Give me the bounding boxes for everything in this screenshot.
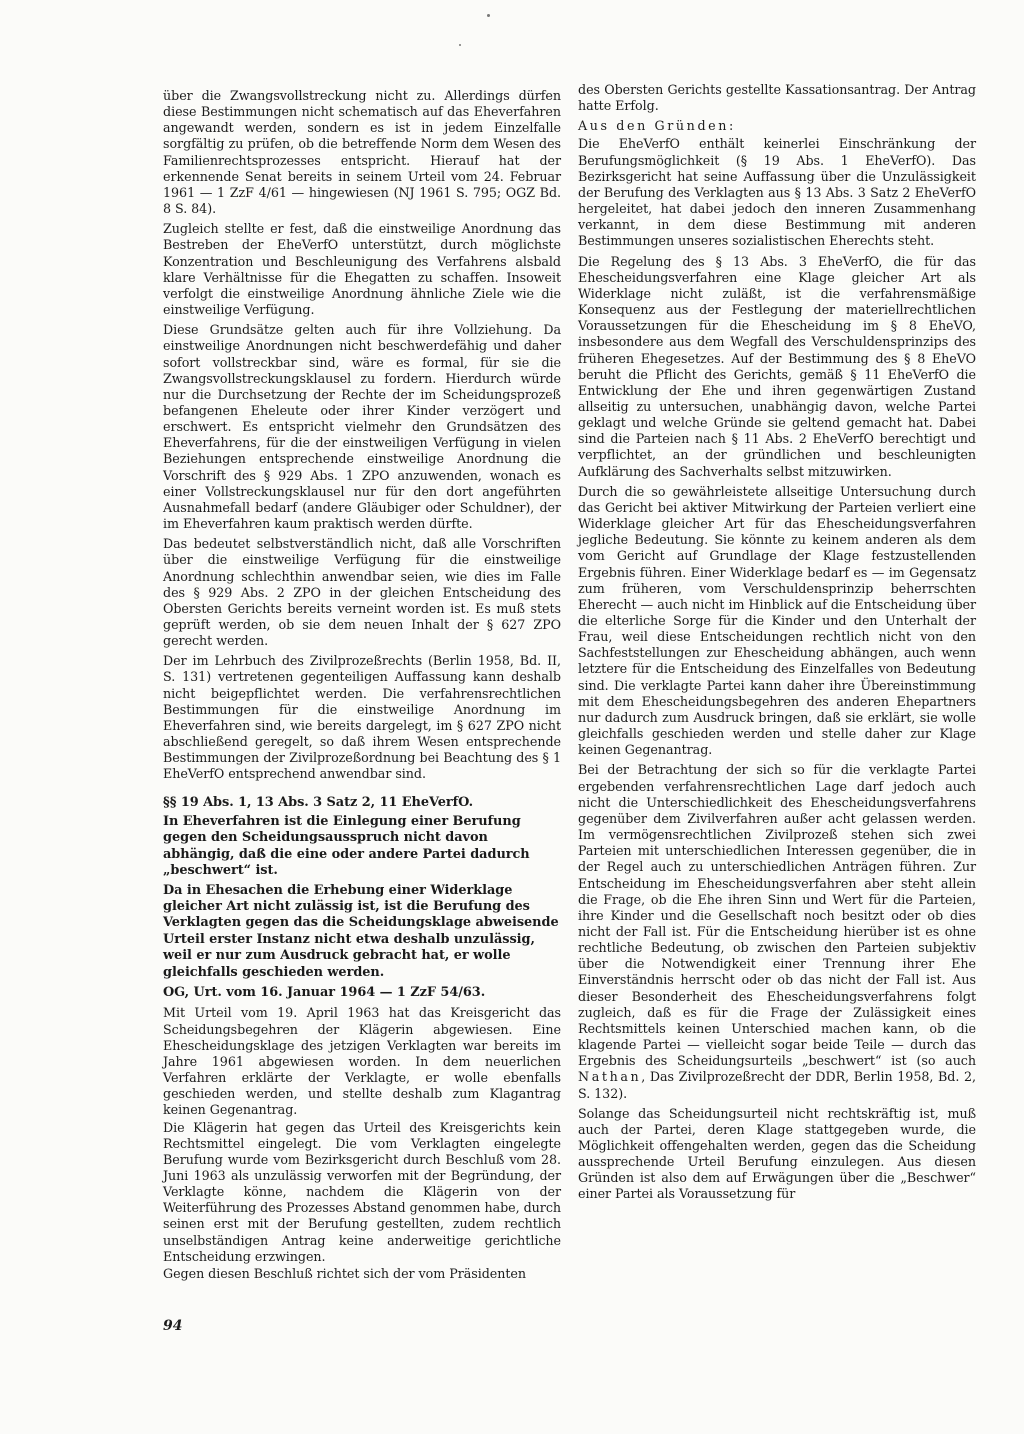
paragraph: Mit Urteil vom 19. April 1963 hat das Kreisgericht das Scheidungsbegehren der Klägerin abgewiesen. Eine Ehescheidungsklage des jetzigen Verklagten war bereits im Jahre 1961 abgewiesen worden. In dem neuerlichen Verfahren erklärte der Verklagte, er wolle ebenfalls geschieden werden, und stellte deshalb zum Klagantrag keinen Gegenantrag. [163, 1005, 561, 1118]
paragraph: Gegen diesen Beschluß richtet sich der vom Präsidenten [163, 1265, 526, 1281]
paragraph-text: Bei der Betrachtung der sich so für die verklagte Partei ergebenden verfahrensrechtlichen Lage darf jedoch auch nicht die Unterschiedlichkeit des Ehescheidungsverfahrens gegenüber dem Zivilverfahren außer acht gelassen werden. Im vermögensrechtlichen Zivilprozeß stehen sich zwei Parteien mit unterschiedlichen Interessen gegenüber, die in der Regel auch zu unterschiedlichen Anträgen führen. Zur Entscheidung im Ehescheidungsverfahren aber steht allein die Frage, ob die Ehe ihren Sinn und Wert für die Parteien, ihre Kinder und die Gesellschaft noch besitzt oder ob dies nicht der Fall ist. Für die Entscheidung hierüber ist es ohne rechtliche Bedeutung, ob zwischen den Parteien subjektiv über die Notwendigkeit einer Trennung ihrer Ehe Einverständnis herrscht oder ob das nicht der Fall ist. Aus dieser Besonderheit des Ehescheidungsverfahrens folgt zugleich, daß es für die Frage der Zulässigkeit eines Rechtsmittels keinen Unterschied machen kann, ob die klagende Partei — vielleicht sogar beide Teile — durch das Ergebnis des Scheidungsurteils „beschwert“ ist (so auch [578, 762, 976, 1069]
paragraph: über die Zwangsvollstreckung nicht zu. Allerdings dürfen diese Bestimmungen nicht schematisch auf das Eheverfahren angewandt werden, sondern es ist in jedem Einzelfalle sorgfältig zu prüfen, ob die betreffende Norm dem Wesen des Familienrechtsprozesses entspricht. Hierauf hat der erkennende Senat bereits in seinem Urteil vom 24. Februar 1961 — 1 ZzF 4/61 — hingewiesen (NJ 1961 S. 795; OGZ Bd. 8 S. 84). [163, 88, 561, 217]
headnote: Da in Ehesachen die Erhebung einer Widerklage gleicher Art nicht zulässig ist, ist die Berufung des Verklagten gegen das die Scheidungsklage abweisende Urteil erster Instanz nicht etwa deshalb unzulässig, weil er nur zum Ausdruck gebracht hat, er wolle gleichfalls geschieden werden. [163, 882, 559, 980]
right-column [578, 82, 976, 1207]
author-name: Nathan [578, 1069, 642, 1085]
paragraph: Solange das Scheidungsurteil nicht rechtskräftig ist, muß auch der Partei, deren Klage stattgegeben wurde, die Möglichkeit offengehalten werden, gegen das die Scheidung aussprechende Urteil Berufung einzulegen. Aus diesen Gründen ist also dem auf Erwägungen über die „Beschwer“ einer Partei als Voraussetzung für [578, 1105, 976, 1202]
paragraph: Durch die so gewährleistete allseitige Untersuchung durch das Gericht bei aktiver Mitwirkung der Parteien verliert eine Widerklage gleicher Art für das Ehescheidungsverfahren jegliche Bedeutung. Sie könnte zu keinem anderen als dem vom Gericht auf Grundlage der Klage festzustellenden Ergebnis führen. Einer Widerklage bedarf es — im Gegensatz zum früheren, vom Verschuldensprinzip beherrschten Eherecht — auch nicht im Hinblick auf die Entscheidung über die elterliche Sorge für die Kinder und den Unterhalt der Frau, weil diese Entscheidungen rechtlich nicht von den Sachfeststellungen zur Ehescheidung abhängen, auch wenn letztere für die Entscheidung des Einzelfalles von Bedeutung sind. Die verklagte Partei kann daher ihre Übereinstimmung mit dem Ehescheidungsbegehren des anderen Ehepartners nur dadurch zum Ausdruck bringen, daß sie erklärt, sie wolle gleichfalls geschieden werden und stelle daher zur Klage keinen Gegenantrag. [578, 483, 976, 758]
paragraph: Die EheVerfO enthält keinerlei Einschränkung der Berufungsmöglichkeit (§ 19 Abs. 1 EheVerfO). Das Bezirksgericht hat seine Auffassung über die Unzulässigkeit der Berufung des Verklagten aus § 13 Abs. 3 Satz 2 EheVerfO hergeleitet, hat dabei jedoch den inneren Zusammenhang verkannt, in dem diese Bestimmung mit anderen Bestimmungen unseres sozialistischen Eherechts steht. [578, 136, 976, 249]
paragraph: Der im Lehrbuch des Zivilprozeßrechts (Berlin 1958, Bd. II, S. 131) vertretenen gegenteiligen Auffassung kann deshalb nicht beigepflichtet werden. Die verfahrensrechtlichen Bestimmungen für die einstweilige Anordnung im Eheverfahren sind, wie bereits dargelegt, im § 627 ZPO nicht abschließend geregelt, so daß ihrem Wesen entsprechende Bestimmungen der Zivilprozeßordnung bei Beachtung des § 1 EheVerfO entsprechend anwendbar sind. [163, 653, 561, 782]
paragraph: Das bedeutet selbstverständlich nicht, daß alle Vorschriften über die einstweilige Verfügung für die einstweilige Anordnung schlechthin anwendbar seien, wie dies im Falle des § 929 Abs. 2 ZPO in der gleichen Entscheidung des Obersten Gerichts bereits verneint worden ist. Es muß stets geprüft werden, ob sie dem neuen Inhalt der § 627 ZPO gerecht werden. [163, 536, 561, 649]
page-number: 94 [163, 1318, 183, 1334]
paragraph: des Obersten Gerichts gestellte Kassationsantrag. Der Antrag hatte Erfolg. [578, 82, 976, 114]
headnote: In Eheverfahren ist die Einlegung einer Berufung gegen den Scheidungsausspruch nicht davon abhängig, daß die eine oder andere Partei dadurch „beschwert“ ist. [163, 813, 530, 879]
paragraph-text: , Das Zivilprozeßrecht der DDR, Berlin 1958, Bd. 2, S. 132). [578, 1069, 976, 1101]
paragraph: Die Regelung des § 13 Abs. 3 EheVerfO, die für das Ehescheidungsverfahren eine Klage gleicher Art als Widerklage nicht zuläßt, ist die verfahrensmäßige Konsequenz aus der Festlegung der materiellrechtlichen Voraussetzungen für die Ehescheidung im § 8 EheVO, insbesondere aus dem Wegfall des Verschuldensprinzips des früheren Ehegesetzes. Auf der Bestimmung des § 8 EheVO beruht die Pflicht des Gerichts, gemäß § 11 EheVerfO die Entwicklung der Ehe und ihren gegenwärtigen Zustand allseitig zu untersuchen, unabhängig davon, welche Partei geklagt und welche Gründe sie geltend gemacht hat. Dabei sind die Parteien nach § 11 Abs. 2 EheVerfO berechtigt und verpflichtet, an der gründlichen und beschleunigten Aufklärung des Sachverhalts selbst mitzuwirken. [578, 253, 976, 479]
left-column [163, 88, 561, 1286]
statute-heading: §§ 19 Abs. 1, 13 Abs. 3 Satz 2, 11 EheVerfO. [163, 794, 474, 810]
print-speck [459, 44, 461, 46]
case-reference: OG, Urt. vom 16. Januar 1964 — 1 ZzF 54/63. [163, 985, 486, 1001]
paragraph: Zugleich stellte er fest, daß die einstweilige Anordnung das Bestreben der EheVerfO unterstützt, durch möglichste Konzentration und Beschleunigung des Verfahrens alsbald klare Verhältnisse für die Ehegatten zu schaffen. Insoweit verfolgt die einstweilige Anordnung ähnliche Ziele wie die einstweilige Verfügung. [163, 221, 561, 318]
section-heading: Aus den Gründen: [578, 118, 736, 134]
paragraph: Die Klägerin hat gegen das Urteil des Kreisgerichts kein Rechtsmittel eingelegt. Die vom Verklagten eingelegte Berufung wurde vom Bezirksgericht durch Beschluß vom 28. Juni 1963 als unzulässig verworfen mit der Begründung, der Verklagte könne, nachdem die Klägerin von der Weiterführung des Prozesses Abstand genommen habe, durch seinen erst mit der Berufung gestellten, zudem rechtlich unselbständigen Antrag keine anderweitige gerichtliche Entscheidung erzwingen. [163, 1119, 561, 1264]
print-speck [487, 14, 490, 17]
paragraph: Diese Grundsätze gelten auch für ihre Vollziehung. Da einstweilige Anordnungen nicht beschwerdefähig und daher sofort vollstreckbar sind, wäre es formal, für sie die Zwangsvollstreckungsklausel zu fordern. Hierdurch würde nur die Durchsetzung der Rechte der im Scheidungsprozeß befangenen Eheleute oder ihrer Kinder verzögert und erschwert. Es entspricht vielmehr den Grundsätzen des Eheverfahrens, für die der einstweiligen Verfügung in vielen Beziehungen entsprechende einstweilige Anordnung die Vorschrift des § 929 Abs. 1 ZPO anzuwenden, wonach es einer Vollstreckungsklausel nur für den dort angeführten Ausnahmefall bedarf (andere Gläubiger oder Schuldner), der im Eheverfahren kaum praktisch werden dürfte. [163, 322, 561, 532]
paragraph [578, 762, 976, 1101]
